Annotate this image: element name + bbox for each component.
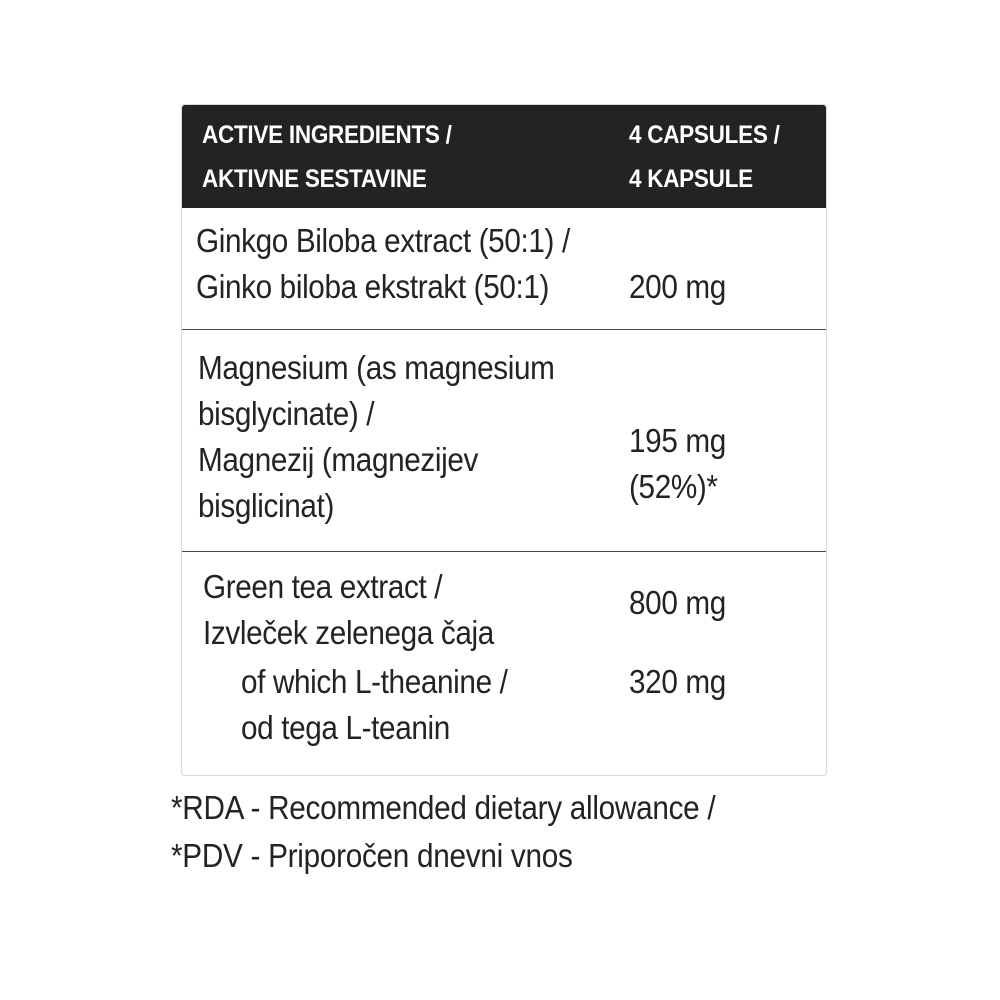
rda-footnote-en: *RDA - Recommended dietary allowance /	[171, 789, 716, 826]
header-ingredients-sl: AKTIVNE SESTAVINE	[202, 165, 427, 193]
header-dose-sl: 4 KAPSULE	[629, 165, 753, 193]
green-tea-amount	[629, 580, 726, 626]
theanine-name	[241, 659, 508, 751]
rda-footnote-sl: *PDV - Priporočen dnevni vnos	[171, 837, 573, 874]
magnesium-amount	[629, 418, 726, 510]
ginkgo-name-en: Ginkgo Biloba extract (50:1) /	[196, 222, 570, 259]
header-dose-en: 4 CAPSULES /	[629, 121, 780, 149]
table-header	[182, 105, 826, 208]
theanine-name-sl: od tega L-teanin	[241, 709, 450, 746]
header-ingredients-en: ACTIVE INGREDIENTS /	[202, 121, 452, 149]
rda-footnote	[171, 784, 715, 880]
ginkgo-amount	[629, 264, 726, 310]
magnesium-name-l4: bisglicinat)	[198, 487, 334, 524]
magnesium-amount-mg: 195 mg	[629, 422, 726, 459]
header-ingredients	[202, 113, 452, 201]
magnesium-name	[198, 345, 555, 529]
row-divider	[182, 551, 826, 552]
green-tea-name-en: Green tea extract /	[203, 568, 443, 605]
ginkgo-name-sl: Ginko biloba ekstrakt (50:1)	[196, 268, 550, 305]
magnesium-name-l2: bisglycinate) /	[198, 395, 375, 432]
magnesium-name-l3: Magnezij (magnezijev	[198, 441, 479, 478]
theanine-name-en: of which L-theanine /	[241, 663, 508, 700]
header-dose	[629, 113, 780, 201]
theanine-amount	[629, 659, 726, 705]
ginkgo-name	[196, 218, 570, 310]
theanine-amount-mg: 320 mg	[629, 663, 726, 700]
green-tea-amount-mg: 800 mg	[629, 584, 726, 621]
magnesium-name-l1: Magnesium (as magnesium	[198, 349, 555, 386]
green-tea-name-sl: Izvleček zelenega čaja	[203, 614, 494, 651]
green-tea-name	[203, 564, 494, 656]
row-divider	[182, 329, 826, 330]
ingredients-table	[181, 104, 827, 776]
magnesium-amount-rda: (52%)*	[629, 468, 718, 505]
ginkgo-amount-mg: 200 mg	[629, 268, 726, 305]
